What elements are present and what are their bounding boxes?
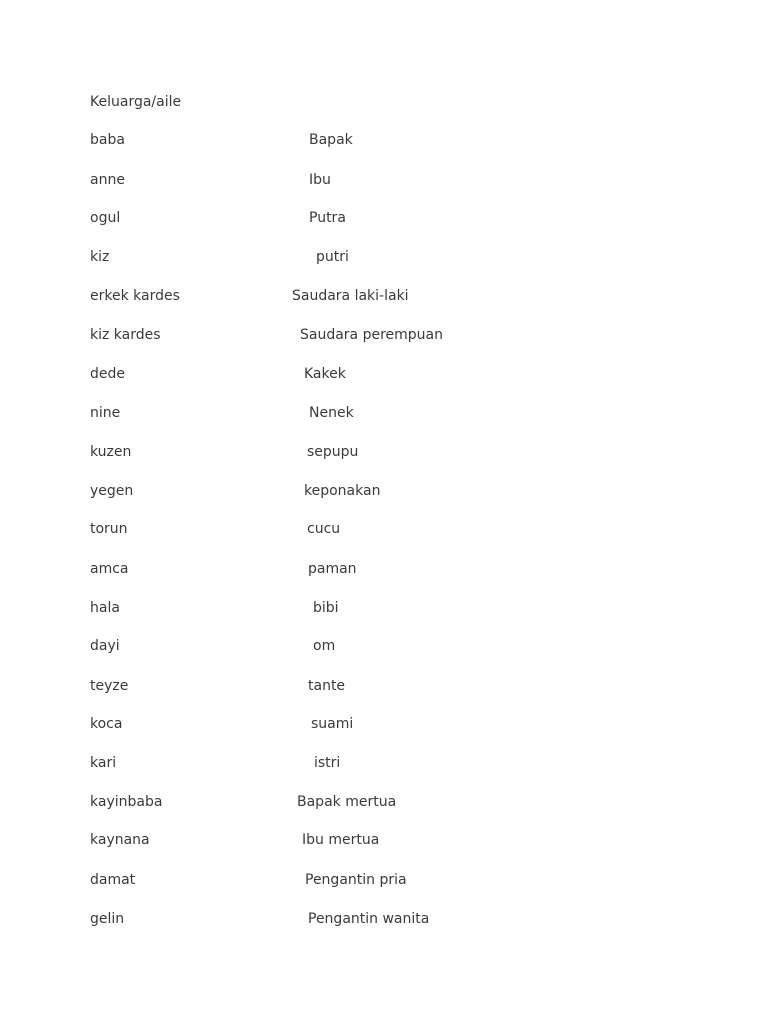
indonesian-translation: paman [308,561,357,577]
turkish-term: kuzen [90,444,132,460]
turkish-term: dede [90,366,125,382]
indonesian-translation: Bapak [309,132,353,148]
turkish-term: koca [90,716,123,732]
turkish-term: amca [90,561,129,577]
turkish-term: ogul [90,210,121,226]
turkish-term: kaynana [90,832,150,848]
vocab-row [0,249,768,269]
vocab-row [0,716,768,736]
indonesian-translation: Saudara perempuan [300,327,444,343]
vocab-row [0,405,768,425]
turkish-term: baba [90,132,125,148]
vocab-row [0,210,768,230]
turkish-term: kayinbaba [90,794,163,810]
turkish-term: hala [90,600,120,616]
vocab-row [0,911,768,931]
turkish-term: kiz [90,249,110,265]
vocab-row [0,794,768,814]
indonesian-translation: cucu [307,521,341,537]
indonesian-translation: Ibu [309,172,331,188]
vocab-row [0,832,768,852]
vocab-row [0,600,768,620]
document-heading: Keluarga/aile [90,94,182,110]
indonesian-translation: sepupu [307,444,359,460]
vocab-row [0,483,768,503]
vocab-row [0,872,768,892]
indonesian-translation: suami [311,716,354,732]
turkish-term: torun [90,521,128,537]
vocab-row [0,678,768,698]
indonesian-translation: Nenek [309,405,354,421]
indonesian-translation: keponakan [304,483,381,499]
indonesian-translation: istri [314,755,341,771]
turkish-term: yegen [90,483,134,499]
turkish-term: dayi [90,638,120,654]
indonesian-translation: putri [316,249,349,265]
turkish-term: nine [90,405,121,421]
turkish-term: kiz kardes [90,327,161,343]
indonesian-translation: om [313,638,336,654]
vocab-row [0,132,768,152]
indonesian-translation: Kakek [304,366,346,382]
indonesian-translation: Putra [309,210,346,226]
vocab-row [0,288,768,308]
vocab-row [0,521,768,541]
indonesian-translation: bibi [313,600,339,616]
vocab-row [0,755,768,775]
vocab-row [0,172,768,192]
vocab-row [0,444,768,464]
vocab-row [0,638,768,658]
indonesian-translation: Saudara laki-laki [292,288,409,304]
turkish-term: teyze [90,678,129,694]
indonesian-translation: Bapak mertua [297,794,397,810]
indonesian-translation: tante [308,678,346,694]
turkish-term: gelin [90,911,125,927]
indonesian-translation: Pengantin wanita [308,911,430,927]
turkish-term: anne [90,172,125,188]
indonesian-translation: Pengantin pria [305,872,407,888]
vocab-row [0,327,768,347]
turkish-term: kari [90,755,117,771]
indonesian-translation: Ibu mertua [302,832,380,848]
vocab-row [0,366,768,386]
vocab-row [0,561,768,581]
turkish-term: erkek kardes [90,288,180,304]
turkish-term: damat [90,872,136,888]
